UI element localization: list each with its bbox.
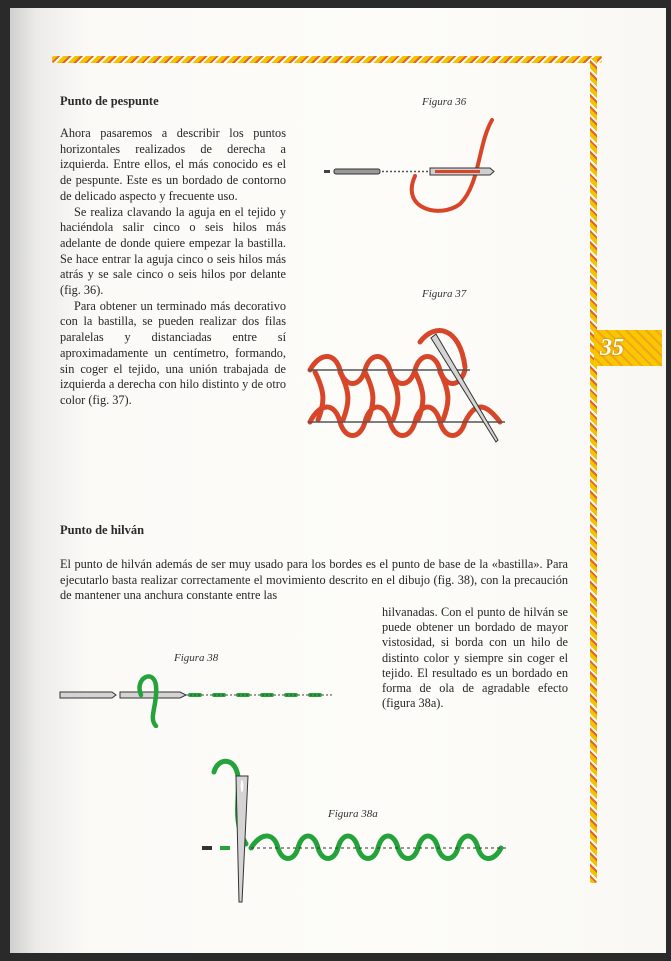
needle-icon xyxy=(236,776,248,902)
section-heading-hilvan: Punto de hilván xyxy=(60,523,145,537)
figure-caption-36: Figura 36 xyxy=(422,96,467,108)
paragraph: Se realiza clavando la aguja en el tejido y haciéndola salir cinco o seis hilos más adelante de donde quiere empezar la bastilla. Se hace entrar la aguja cinco o seis hilos más atrás y se sale cinco o seis hilos por delante (fig. 36). xyxy=(60,204,286,298)
page-number: 35 xyxy=(600,334,624,361)
figure-caption-38: Figura 38 xyxy=(174,652,219,664)
section-body-pespunte xyxy=(60,126,286,409)
paragraph: Para obtener un terminado más decorativo con la bastilla, se pueden realizar dos filas paralelas y distanciadas entre sí aproximadamente un centímetro, formando, sin coger el tejido, una unión trabajada de izquierda a derecha con hilo distinto y de otro color (fig. 37). xyxy=(60,298,286,407)
interlaced-thread xyxy=(310,331,500,436)
green-thread xyxy=(140,676,157,726)
figure-37-interlaced-backstitch-illustration xyxy=(300,322,510,452)
decorative-border-right xyxy=(590,58,597,883)
figure-36-backstitch-illustration xyxy=(320,114,530,224)
paragraph: Ahora pasaremos a describir los puntos horizontales realizados de derecha a izquierda. Entre ellos, el más conocido es el de pespunte. Este es un bordado de contorno de delicado aspecto y frecuente uso. xyxy=(60,126,286,203)
wave-thread xyxy=(251,836,501,859)
figure-caption-38a: Figura 38a xyxy=(328,808,378,820)
running-stitches xyxy=(202,846,230,850)
paragraph-wide: El punto de hilván además de ser muy usado para los bordes es el punto de base de la «bastilla». Para ejecutarlo basta realizar correctamente el movimiento descrito en el dibujo (fig. 38), con la precaución de mantener una anchura constante entre las xyxy=(60,557,568,603)
figure-38-running-stitch-illustration xyxy=(56,668,346,728)
decorative-border-top xyxy=(52,56,602,63)
section-heading-pespunte: Punto de pespunte xyxy=(60,94,159,108)
paragraph-narrow: hilvanadas. Con el punto de hilván se puede obtener un bordado de mayor vistosidad, si borda con un hilo de distinto color y siempre sin coger el tejido. El resultado es un bordado en forma de ola de agradable efecto (figura 38a). xyxy=(382,605,568,711)
figure-caption-37: Figura 37 xyxy=(422,288,467,300)
page-number-tab xyxy=(594,330,662,366)
backstitch-stitches xyxy=(324,169,440,174)
figure-38a-wave-stitch-illustration xyxy=(196,752,516,912)
needle-icon xyxy=(60,692,186,698)
red-thread xyxy=(412,120,492,211)
